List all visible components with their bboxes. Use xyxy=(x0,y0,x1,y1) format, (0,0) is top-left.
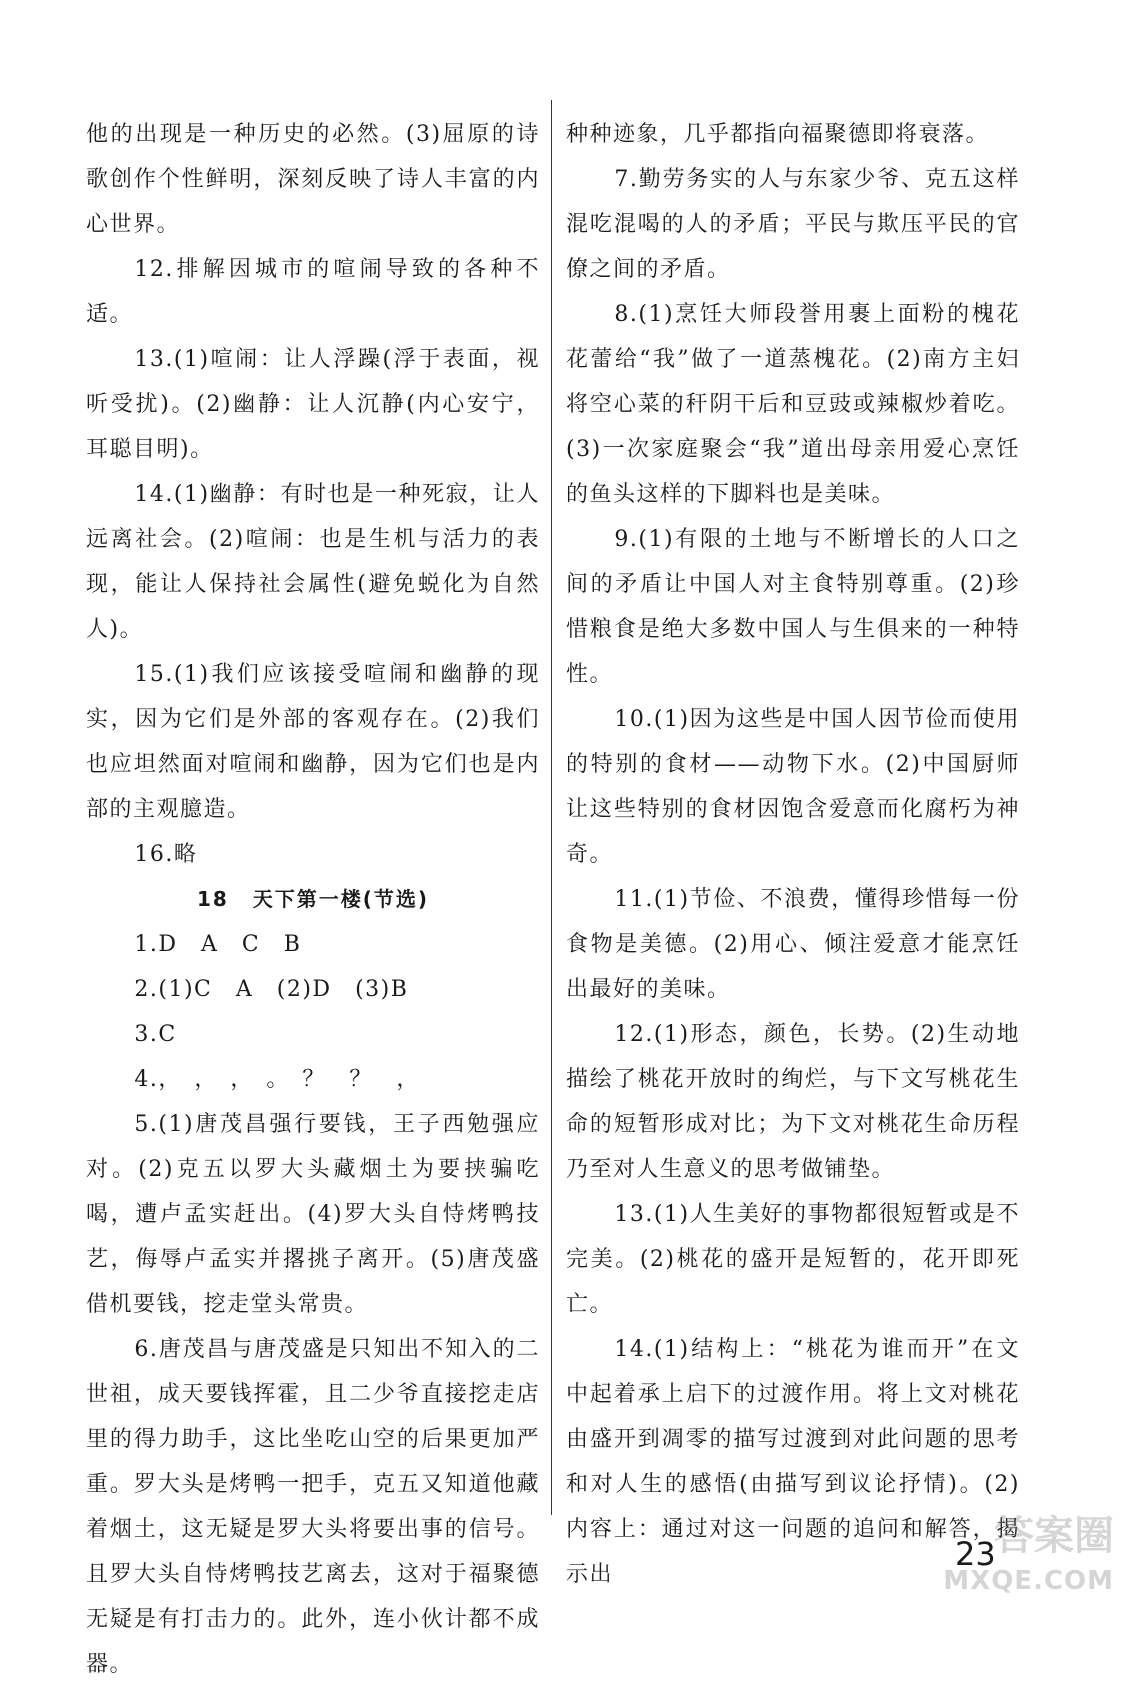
answer-10: 10.(1)因为这些是中国人因节俭而使用的特别的食材——动物下水。(2)中国厨师让这些特别的食材因饱含爱意而化腐朽为神奇。 xyxy=(566,707,1020,867)
answer-13-right: 13.(1)人生美好的事物都很短暂或是不完美。(2)桃花的盛开是短暂的，花开即死亡。 xyxy=(566,1202,1020,1317)
answer-16: 16.略 xyxy=(134,842,198,867)
answer-3: 3.C xyxy=(134,1022,177,1047)
answer-2: 2.(1)C A (2)D (3)B xyxy=(134,977,409,1002)
answer-1: 1.D A C B xyxy=(134,932,302,957)
answer-6: 6.唐茂昌与唐茂盛是只知出不知入的二世祖，成天要钱挥霍，且二少爷直接挖走店里的得力助手，这比坐吃山空的后果更加严重。罗大头是烤鸭一把手，克五又知道他藏着烟土，这无疑是罗大头将要出事的信号。且罗大头自恃烤鸭技艺离去，这对于福聚德无疑是有打击力的。此外，连小伙计都不成器。 xyxy=(86,1337,540,1677)
column-divider xyxy=(551,100,552,1515)
left-column xyxy=(86,112,540,1687)
answer-4: 4.， ， ， 。 ？ ？ ， xyxy=(134,1067,420,1092)
right-column xyxy=(566,112,1020,1597)
answer-15: 15.(1)我们应该接受喧闹和幽静的现实，因为它们是外部的客观存在。(2)我们也应坦然面对喧闹和幽静，因为它们也是内部的主观臆造。 xyxy=(86,662,540,822)
section-number: 18 xyxy=(196,887,229,911)
answer-12-right: 12.(1)形态，颜色，长势。(2)生动地描绘了桃花开放时的绚烂，与下文写桃花生命的短暂形成对比；为下文对桃花生命历程乃至对人生意义的思考做铺垫。 xyxy=(566,1022,1020,1182)
watermark-text: 答案圈 xyxy=(994,1513,1114,1559)
answer-13: 13.(1)喧闹：让人浮躁(浮于表面，视听受扰)。(2)幽静：让人沉静(内心安宁，耳聪目明)。 xyxy=(86,347,541,462)
answer-9: 9.(1)有限的土地与不断增长的人口之间的矛盾让中国人对主食特别尊重。(2)珍惜粮食是绝大多数中国人与生俱来的一种特性。 xyxy=(566,527,1020,687)
section-heading xyxy=(86,877,540,922)
answer-11: 11.(1)节俭、不浪费，懂得珍惜每一份食物是美德。(2)用心、倾注爱意才能烹饪出最好的美味。 xyxy=(566,887,1020,1002)
answer-8: 8.(1)烹饪大师段誉用裹上面粉的槐花花蕾给“我”做了一道蒸槐花。(2)南方主妇将空心菜的秆阴干后和豆豉或辣椒炒着吃。(3)一次家庭聚会“我”道出母亲用爱心烹饪的鱼头这样的下脚料也是美味。 xyxy=(566,302,1020,507)
answer-paragraph: 种种迹象，几乎都指向福聚德即将衰落。 xyxy=(566,122,990,147)
answer-14: 14.(1)幽静：有时也是一种死寂，让人远离社会。(2)喧闹：也是生机与活力的表现，能让人保持社会属性(避免蜕化为自然人)。 xyxy=(86,482,540,642)
answer-5: 5.(1)唐茂昌强行要钱，王子西勉强应对。(2)克五以罗大头藏烟土为要挟骗吃喝，遭卢孟实赶出。(4)罗大头自恃烤鸭技艺，侮辱卢孟实并撂挑子离开。(5)唐茂盛借机要钱，挖走堂头常贵。 xyxy=(86,1112,540,1317)
answer-12: 12.排解因城市的喧闹导致的各种不适。 xyxy=(86,257,540,327)
section-title: 天下第一楼(节选) xyxy=(252,887,430,911)
page-number: 23 xyxy=(955,1535,996,1573)
answer-7: 7.勤劳务实的人与东家少爷、克五这样混吃混喝的人的矛盾；平民与欺压平民的官僚之间的矛盾。 xyxy=(566,167,1020,282)
answer-paragraph: 他的出现是一种历史的必然。(3)屈原的诗歌创作个性鲜明，深刻反映了诗人丰富的内心世界。 xyxy=(86,122,540,237)
watermark-logo xyxy=(914,1504,1114,1596)
watermark-url: MXQE.COM xyxy=(943,1566,1114,1596)
answer-14-right: 14.(1)结构上：“桃花为谁而开”在文中起着承上启下的过渡作用。将上文对桃花由盛开到凋零的描写过渡到对此问题的思考和对人生的感悟(由描写到议论抒情)。(2)内容上：通过对这一问题的追问和解答，揭示出 xyxy=(566,1337,1020,1587)
